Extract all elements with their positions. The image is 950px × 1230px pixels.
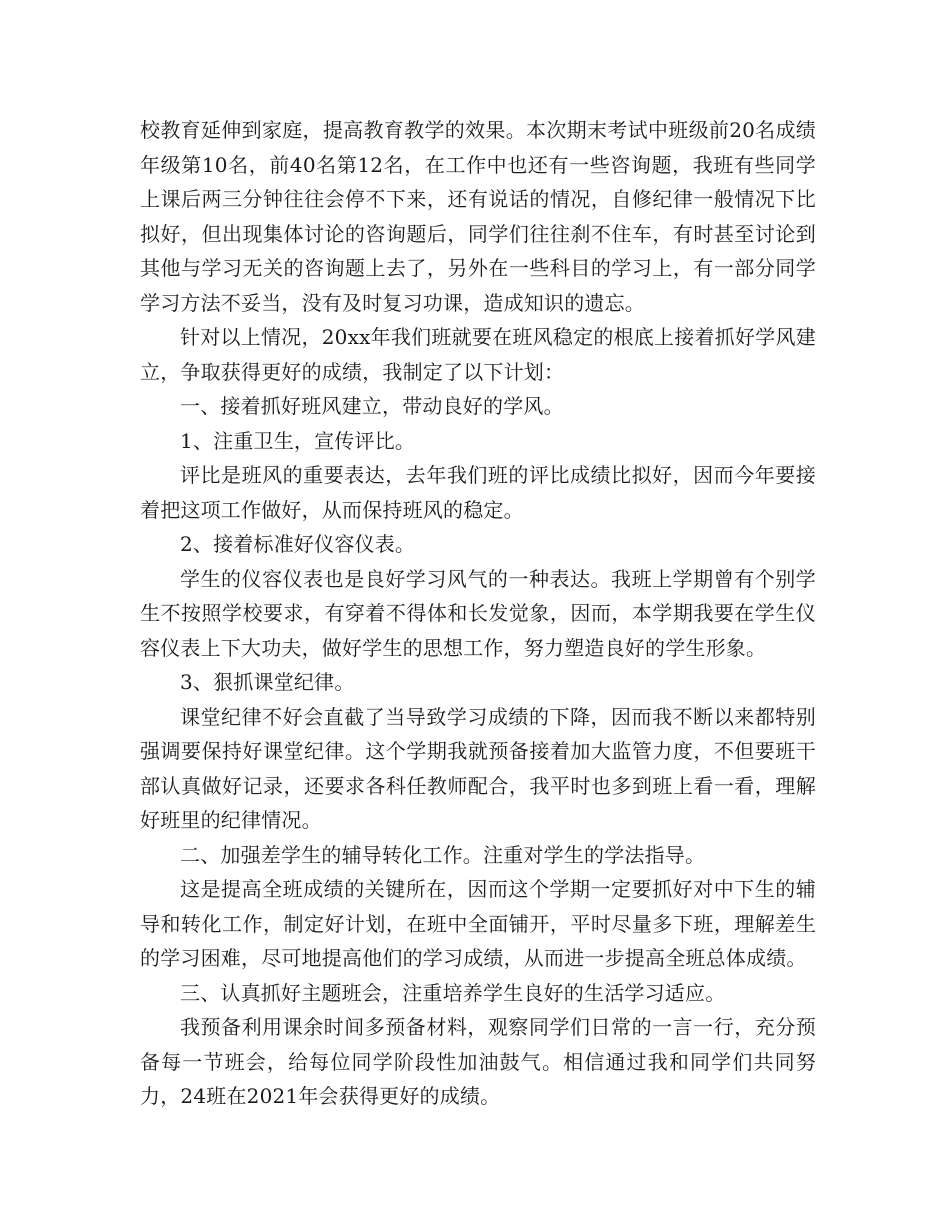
paragraph-2: 这是提高全班成绩的关键所在，因而这个学期一定要抓好对中下生的辅导和转化工作，制定好计划，在班中全面铺开，平时尽量多下班，理解差生的学习困难，尽可地提高他们的学习成绩，从而进一步提高全班总体成绩。 (140, 877, 816, 970)
section-heading-2: 二、加强差学生的辅导转化工作。注重对学生的学法指导。 (180, 842, 706, 867)
section-heading-1: 一、接着抓好班风建立，带动良好的学风。 (180, 394, 564, 418)
subheading-1-2: 2、接着标准好仪容仪表。 (180, 532, 416, 556)
subheading-1-1: 1、注重卫生，宣传评比。 (180, 428, 416, 453)
paragraph-1-1: 评比是班风的重要表达，去年我们班的评比成绩比拟好，因而今年要接着把这项工作做好，从而保持班风的稳定。 (140, 463, 816, 522)
paragraph-1-3: 课堂纪律不好会直截了当导致学习成绩的下降，因而我不断以来都特别强调要保持好课堂纪律。这个学期我就预备接着加大监管力度，不但要班干部认真做好记录，还要求各科任教师配合，我平时也多到班上看一看，理解好班里的纪律情况。 (140, 704, 816, 832)
paragraph-plan-intro: 针对以上情况，20xx年我们班就要在班风稳定的根底上接着抓好学风建立，争取获得更好的成绩，我制定了以下计划： (140, 325, 816, 384)
subheading-1-3: 3、狠抓课堂纪律。 (180, 670, 355, 694)
paragraph-1-2: 学生的仪容仪表也是良好学习风气的一种表达。我班上学期曾有个别学生不按照学校要求，有穿着不得体和长发觉象，因而，本学期我要在学生仪容仪表上下大功夫，做好学生的思想工作，努力塑造良好的学生形象。 (140, 566, 816, 660)
paragraph-3: 我预备利用课余时间多预备材料，观察同学们日常的一言一行，充分预备每一节班会，给每位同学阶段性加油鼓气。相信通过我和同学们共同努力，24班在2021年会获得更好的成绩。 (140, 1015, 816, 1108)
paragraph-continuation: 校教育延伸到家庭，提高教育教学的效果。本次期末考试中班级前20名成绩年级第10名，前40名第12名，在工作中也还有一些咨询题，我班有些同学上课后两三分钟往往会停不下来，还有说话的情况，自修纪律一般情况下比拟好，但出现集体讨论的咨询题后，同学们往往刹不住车，有时甚至讨论到其他与学习无关的咨询题上去了，另外在一些科目的学习上，有一部分同学学习方法不妥当，没有及时复习功课，造成知识的遗忘。 (140, 118, 816, 315)
document-body (140, 113, 816, 1114)
section-heading-3: 三、认真抓好主题班会，注重培养学生良好的生活学习适应。 (180, 980, 726, 1005)
